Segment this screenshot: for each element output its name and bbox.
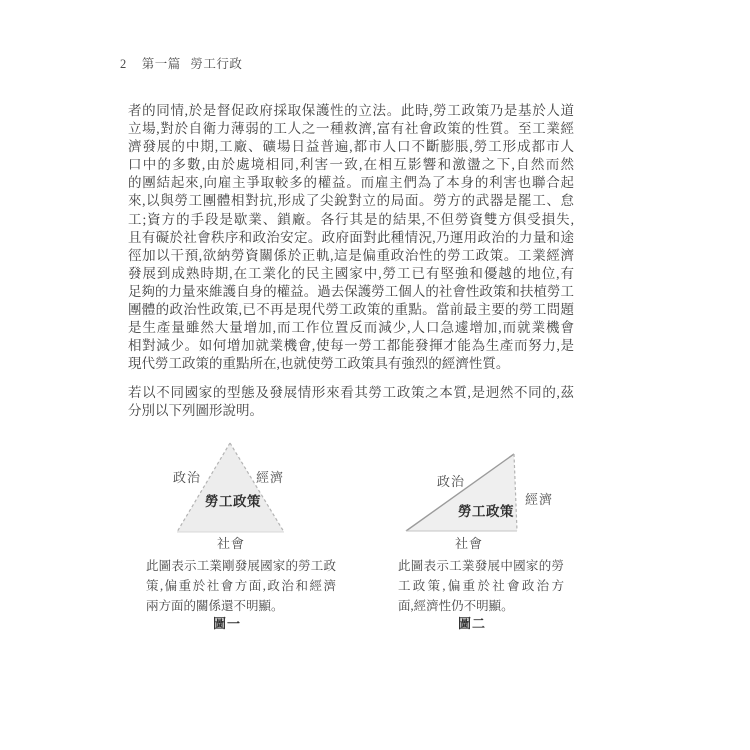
text-line: 是生產量雖然大量增加,而工作位置反而減少,人口急遽增加,而就業機會 — [128, 320, 574, 336]
text-line: 口中的多數,由於處境相同,利害一致,在相互影響和激盪之下,自然而然 — [128, 157, 574, 173]
text-line: 濟發展的中期,工廠、礦場日益普遍,都市人口不斷膨脹,勞工形成都市人 — [128, 139, 574, 155]
text-line: 者的同情,於是督促政府採取保護性的立法。此時,勞工政策乃是基於人道 — [128, 103, 574, 118]
text-line: 若以不同國家的型態及發展情形來看其勞工政策之本質,是迥然不同的,茲 — [128, 385, 574, 400]
text-line: 來,以與勞工團體相對抗,形成了尖銳對立的局面。勞方的武器是罷工、怠 — [128, 193, 574, 209]
text-line: 團體的政治性政策,已不再是現代勞工政策的重點。當前最主要的勞工問題 — [128, 302, 574, 318]
page-number: 2 — [120, 57, 127, 71]
figure-2-caption — [398, 556, 564, 616]
text-line: 足夠的力量來維護自身的權益。過去保護勞工個人的社會性政策和扶植勞工 — [128, 283, 574, 299]
label-politics: 政治 — [173, 470, 202, 485]
caption-line: 工政策,偏重於社會政治方 — [398, 579, 564, 593]
figure-1-caption — [146, 556, 336, 616]
right-triangle-diagram — [398, 440, 603, 540]
label-politics: 政治 — [437, 474, 466, 489]
caption-line: 面,經濟性仍不明顯。 — [398, 599, 514, 613]
figure-1 — [146, 440, 361, 655]
body-paragraph-2 — [128, 384, 574, 420]
isosceles-triangle-diagram — [146, 440, 346, 540]
figure-2 — [398, 440, 613, 655]
caption-line: 兩方面的關係還不明顯。 — [146, 599, 284, 613]
page-header — [120, 54, 242, 72]
text-line: 且有礙於社會秩序和政治安定。政府面對此種情況,乃運用政治的力量和途 — [128, 229, 574, 245]
section-title: 第一篇 勞工行政 — [141, 57, 243, 71]
label-labor-policy: 勞工政策 — [205, 494, 261, 509]
text-line: 立場,對於自衛力薄弱的工人之一種救濟,富有社會政策的性質。至工業經 — [128, 121, 574, 137]
figure-1-label: 圖一 — [212, 616, 242, 631]
text-line: 發展到成熟時期,在工業化的民主國家中,勞工已有堅強和優越的地位,有 — [128, 265, 574, 281]
text-line: 徑加以干預,欲納勞資關係於正軌,這是偏重政治性的勞工政策。工業經濟 — [128, 247, 574, 263]
text-line: 工;資方的手段是歇業、鎖廠。各行其是的結果,不但勞資雙方俱受損失, — [128, 211, 574, 227]
label-society: 社會 — [216, 536, 246, 551]
text-line: 現代勞工政策的重點所在,也就使勞工政策具有強烈的經濟性質。 — [128, 356, 510, 372]
caption-line: 策,偏重於社會方面,政治和經濟 — [146, 579, 336, 593]
text-line: 分別以下列圖形說明。 — [128, 403, 263, 419]
caption-line: 此圖表示工業發展中國家的勞 — [398, 559, 564, 573]
label-society: 社會 — [454, 536, 484, 551]
caption-line: 此圖表示工業剛發展國家的勞工政 — [146, 559, 336, 573]
figure-2-label: 圖二 — [457, 616, 487, 631]
label-labor-policy: 勞工政策 — [458, 504, 514, 519]
text-line: 的團結起來,向雇主爭取較多的權益。而雇主們為了本身的利害也聯合起 — [128, 175, 574, 191]
label-economy: 經濟 — [525, 492, 554, 507]
text-line: 相對減少。如何增加就業機會,使每一勞工都能發揮才能為生產而努力,是 — [128, 338, 574, 354]
body-paragraph-1 — [128, 102, 574, 373]
label-economy: 經濟 — [256, 470, 285, 485]
